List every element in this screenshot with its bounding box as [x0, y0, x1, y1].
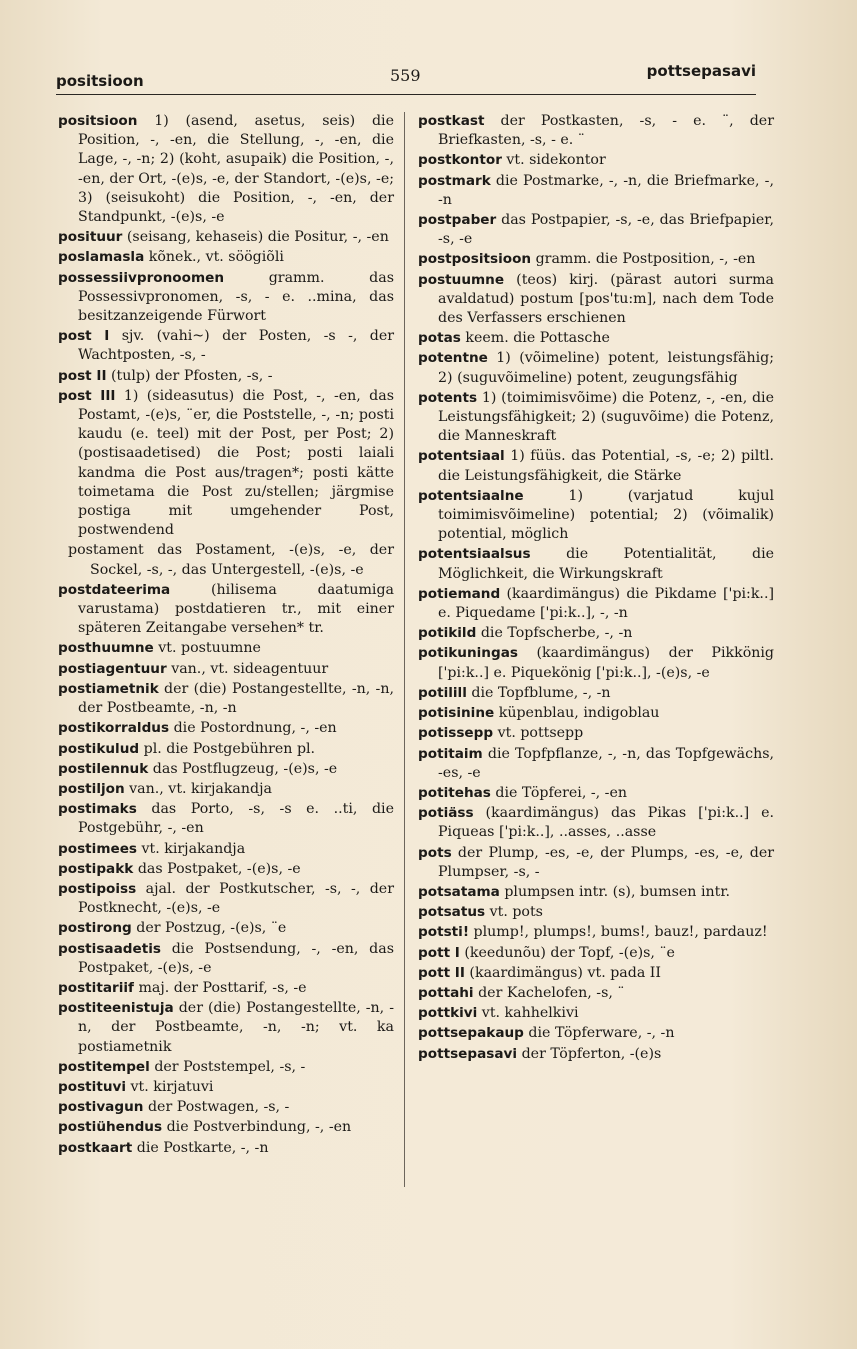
dictionary-entry — [418, 784, 774, 803]
entry-definition: (kaardimängus) das Pikas ['pi:k..] e. Piqueas ['pi:k..], ..asses, ..asse — [438, 805, 774, 841]
dictionary-entry — [418, 883, 774, 902]
dictionary-entry — [418, 684, 774, 703]
entry-headword: poslamasla — [58, 249, 145, 266]
entry-headword: pottsepakaup — [418, 1025, 524, 1042]
entry-definition: gramm. die Postposition, -, -en — [531, 251, 756, 268]
entry-headword: postitempel — [58, 1058, 150, 1075]
entry-headword: postipoiss — [58, 880, 137, 897]
header-left-guideword: positsioon — [56, 72, 144, 90]
dictionary-entry — [58, 860, 394, 879]
dictionary-entry — [418, 487, 774, 545]
dictionary-entry — [418, 250, 774, 269]
entry-definition: van., vt. kirjakandja — [124, 780, 272, 797]
entry-definition: plumpsen intr. (s), bumsen intr. — [499, 883, 731, 900]
entry-definition: der (die) Postangestellte, -n, -n, der Postbeamte, -n, -n; vt. ka postiametnik — [78, 1000, 394, 1055]
dictionary-entry — [418, 903, 774, 922]
entry-headword: potisinine — [418, 705, 495, 722]
dictionary-entry — [418, 1004, 774, 1023]
dictionary-entry — [58, 979, 394, 998]
entry-headword: postimaks — [58, 801, 137, 818]
entry-definition: die Töpferei, -, -en — [490, 784, 627, 801]
entry-headword: pottahi — [418, 984, 474, 1001]
entry-headword: possessiivpronoomen — [58, 269, 225, 286]
dictionary-entry — [418, 745, 774, 783]
entry-headword: post III — [58, 387, 116, 404]
dictionary-entry — [58, 800, 394, 838]
entry-definition: das Postpapier, -s, -e, das Briefpapier, -s, -e — [438, 212, 774, 248]
dictionary-entry — [58, 1139, 394, 1158]
entry-definition: 1) füüs. das Potential, -s, -e; 2) piltl. die Leistungsfähigkeit, die Stärke — [438, 448, 774, 484]
entry-headword: posthuumne — [58, 640, 154, 657]
dictionary-entry — [418, 984, 774, 1003]
entry-definition: ajal. der Postkutscher, -s, -, der Postknecht, -(e)s, -e — [78, 880, 394, 917]
entry-headword: potilill — [418, 684, 467, 701]
entry-headword: postituvi — [58, 1078, 127, 1095]
dictionary-entry — [58, 680, 394, 718]
dictionary-entry — [418, 585, 774, 623]
dictionary-entry — [58, 639, 394, 658]
dictionary-entry — [418, 624, 774, 643]
dictionary-entry — [58, 780, 394, 799]
dictionary-entry — [58, 1118, 394, 1137]
entry-definition: die Postmarke, -, -n, die Briefmarke, -, -n — [438, 172, 774, 208]
entry-definition: 1) (võimeline) potent, leistungsfähig; 2) (suguvõimeline) potent, zeugungsfähig — [438, 350, 774, 386]
dictionary-entry — [58, 740, 394, 759]
entry-headword: potentsiaal — [418, 448, 505, 465]
entry-headword: postuumne — [418, 271, 505, 288]
entry-definition: küpenblau, indigoblau — [494, 705, 660, 722]
entry-definition: (seisang, kehaseis) die Positur, -, -en — [122, 229, 389, 246]
entry-headword: post I — [58, 328, 110, 345]
entry-headword: postkaart — [58, 1139, 133, 1156]
entry-definition: der Poststempel, -s, - — [149, 1058, 306, 1075]
entry-definition: 1) (varjatud kujul toimimisvõimeline) potential; 2) (võimalik) potential, möglich — [438, 487, 774, 543]
entry-definition: kõnek., vt. söögiõli — [144, 249, 284, 266]
entry-headword: potentsiaalsus — [418, 546, 531, 563]
entry-definition: vt. pottsepp — [493, 725, 584, 742]
left-column — [58, 112, 394, 1159]
dictionary-entry — [418, 151, 774, 170]
dictionary-entry — [58, 999, 394, 1057]
dictionary-entry — [58, 719, 394, 738]
dictionary-entry — [58, 660, 394, 679]
entry-definition: vt. sidekontor — [501, 152, 606, 169]
dictionary-entry — [58, 112, 394, 227]
header-right-guideword: pottsepasavi — [646, 62, 756, 80]
dictionary-entry — [418, 211, 774, 249]
entry-headword: positsioon — [58, 113, 138, 129]
entry-definition: vt. kirjakandja — [137, 840, 246, 857]
entry-headword: potitehas — [418, 784, 491, 801]
entry-definition: vt. kirjatuvi — [126, 1078, 214, 1095]
dictionary-entry — [418, 271, 774, 329]
entry-headword: postiametnik — [58, 680, 159, 697]
entry-headword: postisaadetis — [58, 940, 161, 957]
entry-definition: die Topfpflanze, -, -n, das Topfgewächs, -es, -e — [438, 745, 774, 781]
running-header — [56, 60, 756, 95]
entry-definition: die Postsendung, -, -en, das Postpaket, -(e)s, -e — [78, 940, 394, 976]
dictionary-entry — [58, 1078, 394, 1097]
entry-headword: postimees — [58, 840, 138, 857]
entry-headword: postmark — [418, 172, 491, 189]
dictionary-entry — [418, 1045, 774, 1064]
dictionary-entry — [418, 944, 774, 963]
entry-definition: 1) (asend, asetus, seis) die Position, -, -en, die Stellung, -, -en, die Lage, -, -n; 2) (koht, asupaik) die Position, -, -en, der Ort, -(e)s, -e, der Standort, -(e)s, -e; 3) (seisukoht) die Position, -, -en, der Standpunkt, -(e)s, -e — [78, 113, 394, 226]
entry-headword: postitariif — [58, 979, 134, 996]
dictionary-entry — [418, 447, 774, 485]
entry-headword: postilennuk — [58, 760, 149, 777]
entry-definition: (teos) kirj. (pärast autori surma avaldatud) postum [pos'tu:m], nach dem Tode des Verfassers erschienen — [438, 271, 774, 327]
dictionary-entry — [418, 644, 774, 682]
entry-headword: postiühendus — [58, 1119, 163, 1136]
dictionary-entry — [418, 923, 774, 942]
dictionary-entry — [58, 919, 394, 938]
entry-definition: plump!, plumps!, bums!, bauz!, pardauz! — [469, 924, 768, 941]
entry-definition: sjv. (vahi~) der Posten, -s -, der Wachtposten, -s, - — [78, 328, 395, 364]
entry-headword: potas — [418, 330, 461, 347]
entry-definition: postament das Postament, -(e)s, -e, der Sockel, -s, -, das Untergestell, -(e)s, -e — [68, 542, 394, 578]
entry-definition: das Porto, -s, -s e. ..ti, die Postgebühr, -, -en — [78, 801, 394, 837]
entry-headword: post II — [58, 367, 107, 384]
column-divider — [404, 112, 405, 1187]
entry-headword: pots — [418, 844, 452, 861]
entry-headword: potiäss — [418, 805, 474, 822]
entry-definition: 1) (toimimisvõime) die Potenz, -, -en, die Leistungsfähigkeit; 2) (suguvõime) die Potenz, die Manneskraft — [438, 389, 774, 445]
entry-definition: die Potentialität, die Möglichkeit, die Wirkungskraft — [438, 546, 774, 582]
entry-headword: pottkivi — [418, 1005, 478, 1022]
entry-definition: der Töpferton, -(e)s — [517, 1045, 662, 1062]
entry-headword: pott I — [418, 944, 460, 961]
entry-definition: van., vt. sideagentuur — [166, 660, 329, 677]
entry-definition: der Postwagen, -s, - — [143, 1099, 290, 1116]
right-column — [418, 112, 774, 1065]
dictionary-entry — [58, 367, 394, 386]
dictionary-entry — [418, 724, 774, 743]
entry-definition: der Plump, -es, -e, der Plumps, -es, -e, der Plumpser, -s, - — [438, 844, 774, 880]
entry-definition: keem. die Pottasche — [460, 330, 610, 347]
entry-definition: vt. postuumne — [153, 640, 261, 657]
entry-headword: potentne — [418, 350, 488, 367]
entry-definition: vt. pots — [485, 904, 543, 921]
dictionary-entry — [58, 760, 394, 779]
entry-headword: postivagun — [58, 1099, 144, 1116]
entry-headword: potikild — [418, 625, 477, 642]
dictionary-entry — [58, 880, 394, 918]
entry-definition: gramm. das Possessivpronomen, -s, - e. ..mina, das besitzanzeigende Fürwort — [78, 269, 394, 325]
entry-definition: (kaardimängus) die Pikdame ['pi:k..] e. Piquedame ['pi:k..], -, -n — [438, 585, 774, 622]
entry-headword: potentsiaalne — [418, 487, 524, 504]
entry-definition: (tulp) der Pfosten, -s, - — [106, 367, 273, 384]
entry-definition: die Postkarte, -, -n — [132, 1139, 269, 1156]
entry-definition: pl. die Postgebühren pl. — [139, 740, 316, 757]
dictionary-entry — [58, 541, 394, 579]
entry-definition: der (die) Postangestellte, -n, -n, der Postbeamte, -n, -n — [78, 680, 394, 717]
dictionary-entry — [418, 349, 774, 387]
entry-headword: postiljon — [58, 780, 125, 797]
entry-headword: postirong — [58, 920, 132, 937]
entry-definition: die Topfscherbe, -, -n — [476, 625, 633, 642]
dictionary-entry — [418, 329, 774, 348]
entry-headword: postpaber — [418, 212, 497, 229]
entry-headword: postpositsioon — [418, 251, 532, 268]
entry-headword: postiteenistuja — [58, 1000, 174, 1017]
dictionary-entry — [58, 581, 394, 639]
entry-definition: der Postzug, -(e)s, ¨e — [131, 920, 287, 937]
dictionary-entry — [58, 1058, 394, 1077]
dictionary-entry — [418, 964, 774, 983]
entry-definition: das Postpaket, -(e)s, -e — [133, 860, 301, 877]
dictionary-entry — [418, 804, 774, 842]
entry-headword: potissepp — [418, 725, 494, 742]
entry-headword: pott II — [418, 964, 465, 981]
entry-headword: postdateerima — [58, 581, 171, 598]
entry-definition: die Töpferware, -, -n — [523, 1025, 675, 1042]
dictionary-entry — [58, 269, 394, 327]
dictionary-entry — [58, 248, 394, 267]
dictionary-entry — [418, 1024, 774, 1043]
page-number: 559 — [390, 66, 421, 85]
dictionary-entry — [58, 327, 394, 365]
dictionary-entry — [58, 387, 394, 541]
entry-definition: die Postordnung, -, -en — [169, 720, 337, 737]
entry-headword: potsatama — [418, 883, 500, 900]
entry-headword: potents — [418, 389, 478, 406]
entry-headword: potsatus — [418, 904, 486, 921]
entry-headword: potitaim — [418, 745, 483, 762]
entry-definition: (kaardimängus) der Pikkönig ['pi:k..] e. Piquekönig ['pi:k..], -(e)s, -e — [438, 645, 774, 681]
entry-headword: potsti! — [418, 924, 470, 941]
dictionary-entry — [58, 940, 394, 978]
dictionary-entry — [418, 545, 774, 583]
entry-definition: vt. kahhelkivi — [477, 1005, 579, 1022]
entry-definition: die Topfblume, -, -n — [466, 684, 611, 701]
dictionary-entry — [58, 1098, 394, 1117]
dictionary-entry — [418, 389, 774, 447]
entry-headword: postikorraldus — [58, 720, 170, 737]
entry-definition: der Kachelofen, -s, ¨ — [473, 984, 625, 1001]
entry-headword: postkast — [418, 113, 485, 129]
entry-definition: das Postflugzeug, -(e)s, -e — [148, 760, 338, 777]
entry-headword: postipakk — [58, 860, 134, 877]
entry-definition: (keedunõu) der Topf, -(e)s, ¨e — [459, 944, 675, 961]
dictionary-entry — [418, 172, 774, 210]
entry-headword: potikuningas — [418, 645, 518, 662]
entry-definition: 1) (sideasutus) die Post, -, -en, das Postamt, -(e)s, ¨er, die Poststelle, -, -n; posti kaudu (e. teel) mit der Post, per Post; 2) (postisaadetised) die Post; posti laiali kandma die Post aus/tragen*; posti kätte toimetama die Post zu/stellen; järgmise postiga mit umgehender Post, postwendend — [78, 387, 394, 539]
entry-headword: pottsepasavi — [418, 1045, 518, 1062]
entry-definition: der Postkasten, -s, - e. ¨, der Briefkasten, -s, - e. ¨ — [438, 113, 774, 149]
dictionary-entry — [58, 228, 394, 247]
entry-headword: potiemand — [418, 585, 501, 602]
entry-headword: posituur — [58, 229, 123, 246]
entry-definition: (kaardimängus) vt. pada II — [464, 964, 662, 981]
dictionary-entry — [418, 112, 774, 150]
entry-headword: postikulud — [58, 740, 140, 757]
entry-headword: postkontor — [418, 152, 502, 169]
dictionary-entry — [418, 704, 774, 723]
entry-headword: postiagentuur — [58, 660, 167, 677]
entry-definition: die Postverbindung, -, -en — [162, 1119, 352, 1136]
dictionary-entry — [58, 840, 394, 859]
dictionary-entry — [418, 844, 774, 882]
entry-definition: (hilisema daatumiga varustama) postdatieren tr., mit einer späteren Zeitangabe versehen* tr. — [78, 581, 394, 637]
entry-definition: maj. der Posttarif, -s, -e — [133, 979, 307, 996]
